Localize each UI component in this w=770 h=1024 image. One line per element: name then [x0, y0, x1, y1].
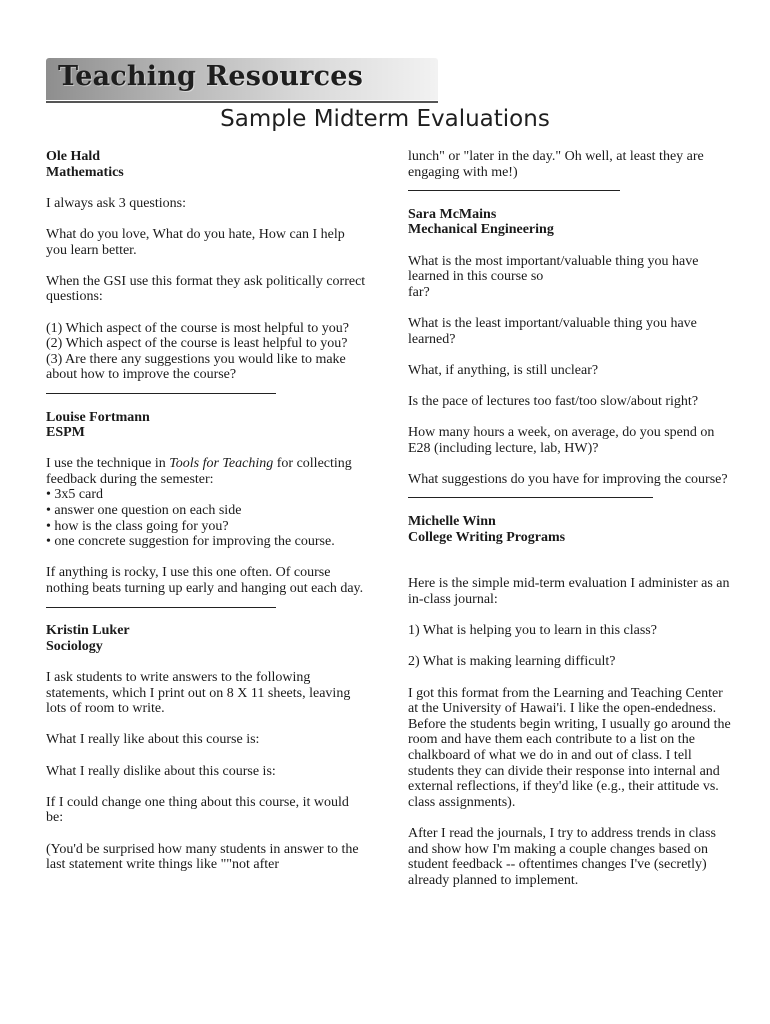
paragraph: What do you love, What do you hate, How can I help you learn better.: [46, 226, 345, 258]
paragraph: I got this format from the Learning and Teaching Center at the University of Hawai'i. I like the open-endedness. Before the students begin writing, I usually go around the room and have them each contribute to a list on the chalkboard of what we do in and out of class. I tell students they can divide their response into internal and external reflections, if they'd like (e.g., their attitude vs. class assignments).: [408, 685, 731, 810]
question: What suggestions do you have for improving the course?: [408, 471, 728, 487]
page-title: Sample Midterm Evaluations: [220, 106, 550, 132]
question: (2) Which aspect of the course is least helpful to you?: [46, 336, 348, 352]
section-divider: [46, 597, 276, 608]
book-title: Tools for Teaching: [169, 456, 274, 472]
paragraph: What I really dislike about this course is:: [46, 763, 276, 779]
paragraph: (You'd be surprised how many students in answer to the last statement write things like ""not after: [46, 841, 359, 873]
author-department: Sociology: [46, 638, 103, 654]
list-item: • answer one question on each side: [46, 503, 366, 519]
paragraph: When the GSI use this format they ask politically correct questions:: [46, 273, 366, 305]
author-department: Mathematics: [46, 164, 124, 180]
bullet-list: [46, 487, 366, 549]
author-name: Louise Fortmann: [46, 409, 150, 425]
section-fortmann: [46, 410, 366, 608]
paragraph: After I read the journals, I try to address trends in class and show how I'm making a couple changes based on student feedback -- oftentimes changes I've (secretly) already planned to implement.: [408, 825, 716, 888]
left-column: [46, 149, 366, 873]
question: 1) What is helping you to learn in this class?: [408, 623, 657, 639]
section-hald: [46, 149, 366, 394]
section-luker: [46, 623, 366, 873]
author-department: ESPM: [46, 425, 85, 441]
paragraph: If I could change one thing about this course, it would be:: [46, 794, 349, 826]
question: (3) Are there any suggestions you would like to make about how to improve the course?: [46, 351, 346, 383]
author-name: Michelle Winn: [408, 514, 496, 530]
question: What is the most important/valuable thing you have learned in this course so: [408, 253, 699, 285]
list-item: • 3x5 card: [46, 487, 366, 503]
text-run: for collecting feedback during the semester:: [46, 456, 352, 487]
author-name: Sara McMains: [408, 206, 497, 222]
text-run: I use the technique in: [46, 456, 170, 472]
paragraph: I always ask 3 questions:: [46, 195, 186, 211]
paragraph: [46, 456, 366, 487]
right-column: [408, 149, 733, 888]
paragraph: What I really like about this course is:: [46, 732, 260, 748]
list-item: • how is the class going for you?: [46, 519, 366, 535]
author-name: Kristin Luker: [46, 623, 130, 639]
question: What, if anything, is still unclear?: [408, 362, 599, 378]
question: 2) What is making learning difficult?: [408, 654, 616, 670]
question-continued: far?: [408, 284, 430, 300]
paragraph: I ask students to write answers to the following statements, which I print out on 8 X 11 sheets, leaving lots of room to write.: [46, 670, 351, 717]
list-item: • one concrete suggestion for improving the course.: [46, 534, 366, 550]
question: How many hours a week, on average, do you spend on E28 (including lecture, lab, HW)?: [408, 425, 715, 456]
question: Is the pace of lectures too fast/too slow/about right?: [408, 393, 699, 409]
paragraph: If anything is rocky, I use this one often. Of course nothing beats turning up early and hanging out each day.: [46, 565, 364, 597]
section-mcmains: [408, 207, 733, 499]
section-divider: [408, 180, 620, 191]
section-winn: [408, 514, 733, 888]
header-banner: [46, 58, 438, 100]
question: (1) Which aspect of the course is most helpful to you?: [46, 320, 349, 336]
section-divider: [408, 487, 653, 498]
question: What is the least important/valuable thing you have learned?: [408, 315, 697, 347]
author-department: College Writing Programs: [408, 529, 566, 545]
author-department: Mechanical Engineering: [408, 222, 554, 238]
paragraph-continued: lunch" or "later in the day." Oh well, at least they are engaging with me!): [408, 149, 704, 180]
paragraph: Here is the simple mid-term evaluation I administer as an in-class journal:: [408, 576, 730, 608]
section-divider: [46, 383, 276, 394]
author-name: Ole Hald: [46, 149, 101, 164]
banner-title: Teaching Resources: [58, 61, 364, 92]
